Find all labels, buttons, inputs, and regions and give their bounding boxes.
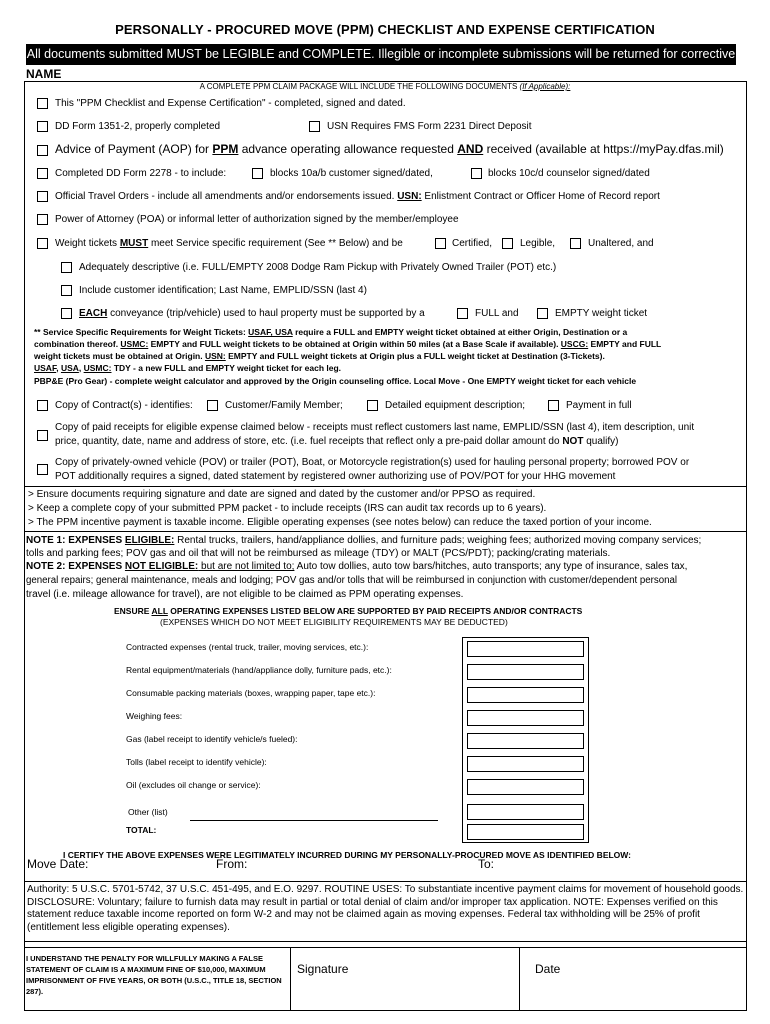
checkbox-weight-tickets[interactable]	[37, 238, 48, 249]
expense-label-rental: Rental equipment/materials (hand/appliance dolly, furniture pads, etc.):	[126, 665, 392, 675]
expense-other-input[interactable]	[467, 804, 584, 820]
divider	[24, 941, 747, 942]
item-paid-receipts-line2: price, quantity, date, name and address of store, etc. (i.e. fuel receipts that reflect only a pre-paid dollar amount do NOT qualify)	[55, 436, 619, 447]
item-pov-registration-line1: Copy of privately-owned vehicle (POV) or trailer (POT), Boat, or Motorcycle registration(s) used for hauling personal property; borrowed POV or	[55, 457, 690, 468]
item-travel-orders: Official Travel Orders - include all amendments and/or endorsements issued. USN: Enlistment Contract or Officer Home of Record report	[55, 191, 660, 202]
checkbox-checklist-form[interactable]	[37, 98, 48, 109]
expense-label-contracted: Contracted expenses (rental truck, trailer, moving services, etc.):	[126, 642, 369, 652]
certify-statement: I CERTIFY THE ABOVE EXPENSES WERE LEGITIMATELY INCURRED DURING MY PERSONALLY-PROCURED MOVE AS IDENTIFIED BELOW:	[63, 850, 631, 860]
checkbox-dd1351[interactable]	[37, 121, 48, 132]
item-customer-family: Customer/Family Member;	[225, 400, 343, 411]
checkbox-contract[interactable]	[37, 400, 48, 411]
service-req-line3: weight tickets must be obtained at Origin. USN: EMPTY and FULL weight tickets at Origin plus a FULL weight ticket at Destination (3-Tickets).	[34, 351, 605, 361]
item-descriptive: Adequately descriptive (i.e. FULL/EMPTY 2008 Dodge Ram Pickup with Privately Owned Trailer (POT) etc.)	[79, 262, 557, 273]
expense-weighing-input[interactable]	[467, 710, 584, 726]
item-legible: Legible,	[520, 238, 556, 249]
authority-statement: Authority: 5 U.S.C. 5701-5742, 37 U.S.C. 451-495, and E.O. 9297. ROUTINE USES: To substantiate incentive payment claims for movement of household goods. DISCLOSURE: Voluntary; failure to furnish data may result in partial or total denial of claim and/or improper tax application. NOTE: Expenses verified on this statement reduce taxable income reported on form W-2 and may not be claimed again as moving expenses. Federal tax withholding will be 25% of profit (entitlement less eligible operating expenses).	[27, 884, 744, 933]
item-payment-full: Payment in full	[566, 400, 632, 411]
note2-line1: NOTE 2: EXPENSES NOT ELIGIBLE: but are not limited to; Auto tow dollies, auto tow bars/hitches, auto transports; any type of insurance, sales tax,	[26, 561, 688, 572]
date-divider	[519, 947, 520, 1010]
service-req-line4: USAF, USA, USMC: TDY - a new FULL and EMPTY weight ticket for each leg.	[34, 363, 342, 373]
item-empty: EMPTY weight ticket	[555, 308, 648, 319]
checkbox-unaltered[interactable]	[570, 238, 581, 249]
checkbox-blocks-10cd[interactable]	[471, 168, 482, 179]
item-contract: Copy of Contract(s) - identifies:	[55, 400, 193, 411]
item-dd1351: DD Form 1351-2, properly completed	[55, 121, 221, 132]
expense-contracted-input[interactable]	[467, 641, 584, 657]
checkbox-customer-id[interactable]	[61, 285, 72, 296]
expense-label-weighing: Weighing fees:	[126, 711, 183, 721]
checkbox-full[interactable]	[457, 308, 468, 319]
checkbox-paid-receipts[interactable]	[37, 430, 48, 441]
penalty-statement: I UNDERSTAND THE PENALTY FOR WILLFULLY MAKING A FALSE STATEMENT OF CLAIM IS A MAXIMUM FINE OF $10,000, MAXIMUM IMPRISONMENT OF FIVE YEARS, OR BOTH (U.S.C., TITLE 18, SECTION 287).	[26, 954, 282, 996]
expense-label-tolls: Tolls (label receipt to identify vehicle):	[126, 757, 267, 767]
item-aop: Advice of Payment (AOP) for PPM advance operating allowance requested AND received (available at https://myPay.dfas.mil)	[55, 142, 724, 156]
note2-line3: travel (i.e. mileage allowance for travel), are not eligible to be claimed as PPM operating expenses.	[26, 589, 464, 600]
checkbox-aop[interactable]	[37, 145, 48, 156]
checkbox-payment-full[interactable]	[548, 400, 559, 411]
item-full: FULL and	[475, 308, 519, 319]
reminder-taxable: > The PPM incentive payment is taxable income. Eligible operating expenses (see notes below) can reduce the taxed portion of your income.	[28, 517, 652, 528]
checkbox-travel-orders[interactable]	[37, 191, 48, 202]
service-req-line2: combination thereof. USMC: EMPTY and FULL weight tickets to be obtained at Origin within 50 miles (at a Base Scale if available). USCG: EMPTY and FULL	[34, 339, 662, 349]
date-label: Date	[535, 962, 561, 976]
item-paid-receipts-line1: Copy of paid receipts for eligible expense claimed below - receipts must reflect customers last name, EMPLID/SSN (last 4), item description, unit	[55, 422, 695, 433]
expense-label-other: Other (list)	[128, 807, 168, 817]
item-poa: Power of Attorney (POA) or informal letter of authorization signed by the member/employee	[55, 214, 459, 225]
checkbox-blocks-10ab[interactable]	[252, 168, 263, 179]
item-certified: Certified,	[452, 238, 493, 249]
checkbox-customer-family[interactable]	[207, 400, 218, 411]
item-customer-id: Include customer identification; Last Name, EMPLID/SSN (last 4)	[79, 285, 367, 296]
note1-line2: tolls and parking fees; POV gas and oil that will not be reimbursed as mileage (TDY) or MALT (PCS/PDT); packing/crating materials.	[26, 548, 611, 559]
from-label: From:	[216, 857, 248, 871]
signature-label: Signature	[297, 962, 349, 976]
expense-packing-input[interactable]	[467, 687, 584, 703]
service-req-line5: PBP&E (Pro Gear) - complete weight calculator and approved by the Origin counseling office. Local Move - One EMPTY weight ticket for each vehicle	[34, 376, 637, 386]
checkbox-fms2231[interactable]	[309, 121, 320, 132]
note1-line1: NOTE 1: EXPENSES ELIGIBLE: Rental trucks, trailers, hand/appliance dollies, and furniture pads; weighing fees; authorized moving company services;	[26, 535, 702, 546]
other-list-line[interactable]	[190, 820, 438, 821]
item-blocks-10ab: blocks 10a/b customer signed/dated,	[270, 168, 433, 179]
item-weight-tickets: Weight tickets MUST meet Service specific requirement (See ** Below) and be	[55, 238, 403, 249]
item-detailed-equipment: Detailed equipment description;	[385, 400, 526, 411]
item-blocks-10cd: blocks 10c/d counselor signed/dated	[488, 168, 650, 179]
checkbox-dd2278[interactable]	[37, 168, 48, 179]
ensure-sub: (EXPENSES WHICH DO NOT MEET ELIGIBILITY REQUIREMENTS MAY BE DEDUCTED)	[160, 617, 508, 627]
form-title: PERSONALLY - PROCURED MOVE (PPM) CHECKLIST AND EXPENSE CERTIFICATION	[115, 22, 655, 37]
service-req-line1: ** Service Specific Requirements for Weight Tickets: USAF, USA require a FULL and EMPTY weight ticket obtained at either Origin, Destination or a	[34, 327, 628, 337]
legibility-banner: All documents submitted MUST be LEGIBLE and COMPLETE. Illegible or incomplete submissions will be returned for corrective action.	[26, 44, 736, 65]
item-unaltered: Unaltered, and	[588, 238, 654, 249]
checkbox-each-conveyance[interactable]	[61, 308, 72, 319]
checkbox-certified[interactable]	[435, 238, 446, 249]
checkbox-descriptive[interactable]	[61, 262, 72, 273]
item-fms2231: USN Requires FMS Form 2231 Direct Deposit	[327, 121, 532, 132]
package-intro: A COMPLETE PPM CLAIM PACKAGE WILL INCLUDE THE FOLLOWING DOCUMENTS (If Applicable):	[199, 82, 571, 91]
item-dd2278: Completed DD Form 2278 - to include:	[55, 168, 227, 179]
checkbox-empty[interactable]	[537, 308, 548, 319]
expense-label-oil: Oil (excludes oil change or service):	[126, 780, 261, 790]
checkbox-detailed-equipment[interactable]	[367, 400, 378, 411]
divider	[24, 486, 747, 487]
divider	[24, 531, 747, 532]
checkbox-pov-registration[interactable]	[37, 464, 48, 475]
move-date-label: Move Date:	[27, 857, 89, 871]
expense-gas-input[interactable]	[467, 733, 584, 749]
checkbox-legible[interactable]	[502, 238, 513, 249]
expense-total-input[interactable]	[467, 824, 584, 840]
expense-label-packing: Consumable packing materials (boxes, wrapping paper, tape etc.):	[126, 688, 376, 698]
expense-rental-input[interactable]	[467, 664, 584, 680]
checkbox-poa[interactable]	[37, 214, 48, 225]
reminder-copy: > Keep a complete copy of your submitted PPM packet - to include receipts (IRS can audit tax records up to 6 years).	[28, 503, 547, 514]
ensure-all-header: ENSURE ALL OPERATING EXPENSES LISTED BELOW ARE SUPPORTED BY PAID RECEIPTS AND/OR CONTRACTS	[114, 606, 583, 616]
name-label: NAME	[26, 67, 62, 81]
item-checklist-form: This "PPM Checklist and Expense Certification" - completed, signed and dated.	[55, 98, 406, 109]
signature-divider	[290, 947, 291, 1010]
expense-label-total: TOTAL:	[126, 825, 157, 835]
item-pov-registration-line2: POT additionally requires a signed, dated statement by registered owner authorizing use of POV/POT for your HHG movement	[55, 471, 616, 482]
to-label: To:	[478, 857, 495, 871]
expense-oil-input[interactable]	[467, 779, 584, 795]
note2-line2: general repairs; general maintenance, meals and lodging; POV gas and/or tolls that will be reimbursed in conjunction with customer/dependent personal	[26, 575, 678, 586]
expense-label-gas: Gas (label receipt to identify vehicle/s fueled):	[126, 734, 298, 744]
expense-tolls-input[interactable]	[467, 756, 584, 772]
reminder-signatures: > Ensure documents requiring signature and date are signed and dated by the customer and/or PPSO as required.	[28, 489, 536, 500]
divider	[24, 947, 747, 948]
item-each-conveyance: EACH conveyance (trip/vehicle) used to haul property must be supported by a	[79, 308, 425, 319]
